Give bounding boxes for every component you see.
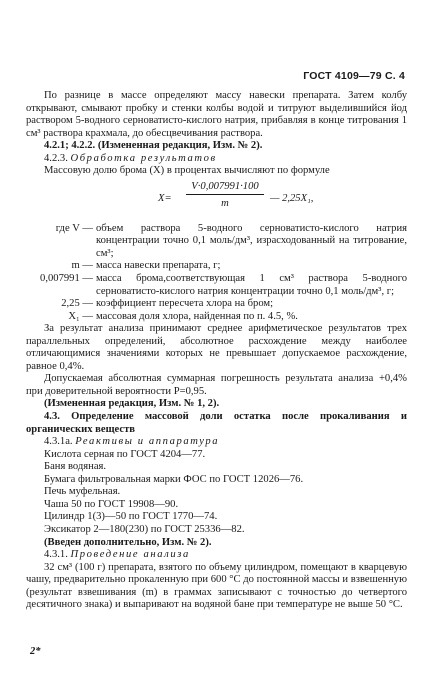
formula-numerator: V·0,007991·100	[186, 181, 264, 196]
paragraph-amendment-4-2-1: 4.2.1; 4.2.2. (Измененная редакция, Изм. № 2).	[44, 140, 263, 152]
definition-text: объем раствора 5-водного серноватисто-кислого натрия концентрации точно 0,1 моль/дм³, израсходованный на титрование, см³;	[96, 222, 407, 259]
definition-text: коэффициент пересчета хлора на бром;	[96, 298, 274, 310]
bromine-formula	[26, 180, 407, 220]
section-number: 4.2.3.	[44, 152, 68, 164]
paragraph-result: За результат анализа принимают среднее арифметическое результатов трех параллельных определений, абсолютное расхождение между наиболее отличающимися значениями которых не превышает допускаемое расхождение, равное 0,4%.	[26, 323, 407, 372]
equipment-item: Кислота серная по ГОСТ 4204—77.	[44, 448, 206, 460]
definition-text: масса брома,соответствующая 1 см³ раствора 5-водного серноватисто-кислого натрия концентрации точно 0,1 моль/дм³, г;	[96, 273, 407, 297]
definition-symbol: где V —	[55, 222, 93, 234]
page-body	[26, 90, 407, 612]
paragraph-error: Допускаемая абсолютная суммарная погрешность результата анализа +0,4% при доверительной вероятности P=0,95.	[26, 373, 407, 397]
paragraph-mass-difference: По разнице в массе определяют массу навески препарата. Затем колбу открывают, смывают пробку и стенки колбы водой и титруют выделившийся йод раствором 5-водного серноватисто-кислого натрия, прибавляя в конце титрования 1 см³ раствора крахмала, до обесцвечивания раствора.	[26, 90, 407, 139]
equipment-item: Баня водяная.	[44, 461, 107, 473]
section-title: Проведение анализа	[70, 549, 190, 561]
paragraph-formula-intro: Массовую долю брома (X) в процентах вычисляют по формуле	[44, 165, 330, 177]
formula-definitions	[26, 223, 407, 323]
definition-symbol: X₁ —	[68, 310, 93, 322]
paragraph-analysis-procedure: 32 см³ (100 г) препарата, взятого по объему цилиндром, помещают в кварцевую чашу, предварительно прокаленную при 600 °С до постоянной массы и взвешенную (результат взвешивания (m) в граммах записывают с точностью до четвертого десятичного знака) и выпаривают на водяной бане при температуре не выше 50 °С.	[26, 561, 407, 611]
definition-row	[26, 223, 407, 261]
formula-lhs: X=	[158, 192, 172, 204]
definition-text: масса навески препарата, г;	[96, 260, 221, 272]
section-4-3-heading: 4.3. Определение массовой доли остатка после прокаливания и органических веществ	[26, 411, 407, 435]
definition-row	[26, 298, 407, 311]
section-number: 4.3.1а.	[44, 436, 73, 448]
section-4-2-3-heading	[26, 153, 407, 166]
page-header: ГОСТ 4109—79 С. 4	[303, 70, 405, 82]
equipment-item: Цилиндр 1(3)—50 по ГОСТ 1770—74.	[44, 511, 218, 523]
definition-row	[26, 273, 407, 298]
definition-symbol: m —	[71, 260, 93, 272]
paragraph-amendment-1-2: (Измененная редакция, Изм. № 1, 2).	[44, 398, 220, 410]
formula-denominator: m	[221, 197, 229, 209]
equipment-item: Печь муфельная.	[44, 486, 121, 498]
equipment-item: Эксикатор 2—180(230) по ГОСТ 25336—82.	[44, 523, 245, 535]
definition-symbol: 0,007991 —	[40, 273, 93, 285]
definition-row	[26, 260, 407, 273]
paragraph-introduced-amendment-2: (Введен дополнительно, Изм. № 2).	[44, 536, 212, 548]
definition-symbol: 2,25 —	[61, 298, 93, 310]
section-title: Обработка результатов	[70, 152, 217, 164]
section-4-3-1a-heading	[26, 436, 407, 449]
section-title: Реактивы и аппаратура	[75, 436, 220, 448]
definition-text: массовая доля хлора, найденная по п. 4.5, %.	[96, 310, 298, 322]
page-footer-mark: 2*	[30, 646, 41, 657]
section-number: 4.3.1.	[44, 549, 68, 561]
equipment-item: Бумага фильтровальная марки ФОС по ГОСТ 12026—76.	[44, 473, 304, 485]
definition-row	[26, 311, 407, 324]
equipment-item: Чаша 50 по ГОСТ 19908—90.	[44, 498, 179, 510]
section-4-3-1-heading	[26, 549, 407, 562]
formula-rhs: — 2,25X₁,	[270, 192, 314, 204]
